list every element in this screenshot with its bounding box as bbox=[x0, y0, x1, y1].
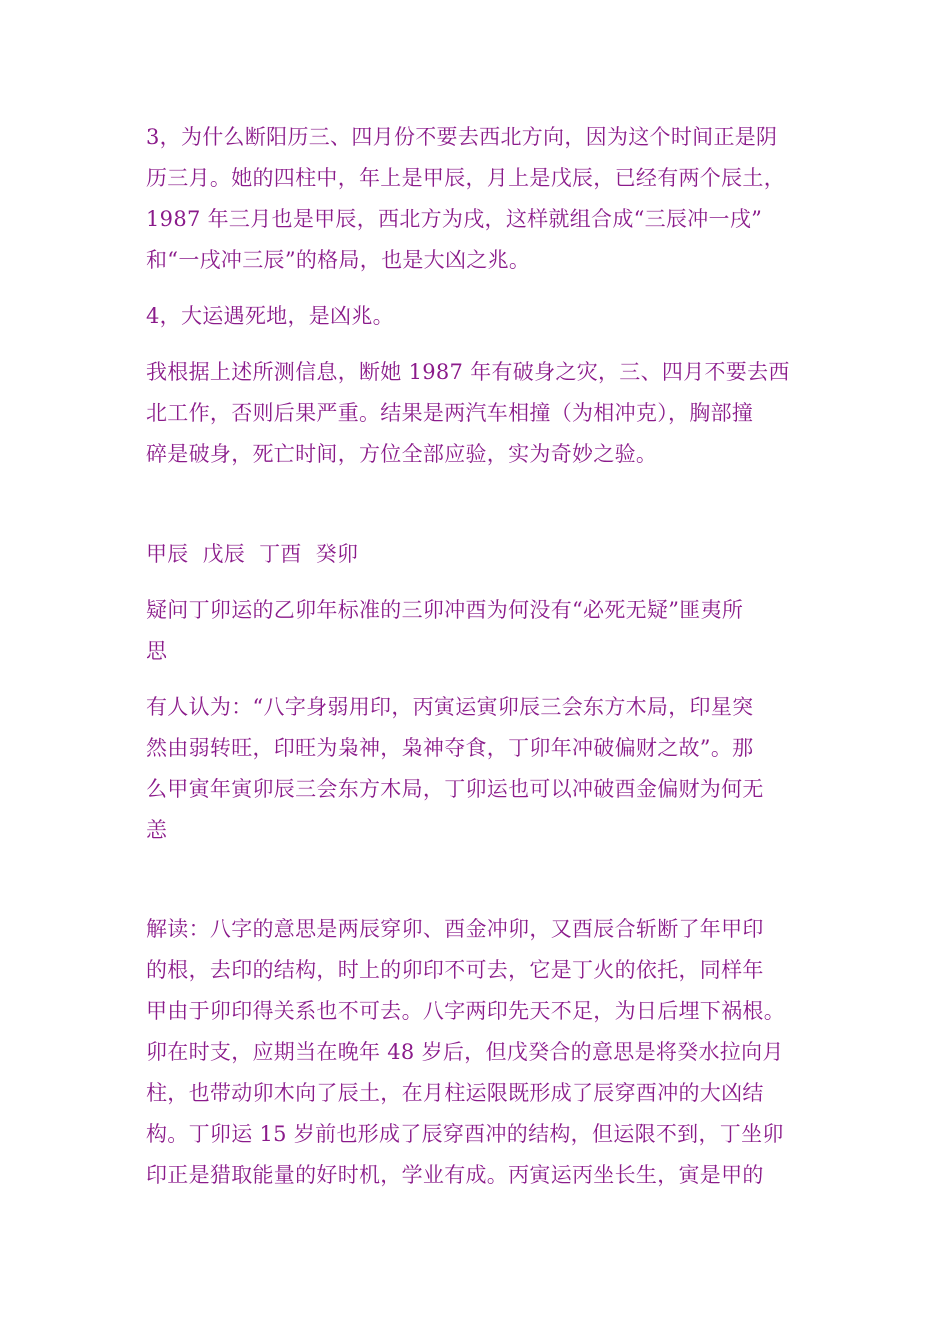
paragraph-1-line-1: 3，为什么断阳历三、四月份不要去西北方向，因为这个时间正是阴 bbox=[146, 125, 778, 149]
bazi-pillars-line: 甲辰 戊辰 丁酉 癸卯 bbox=[146, 542, 359, 566]
interpretation-line-5: 柱，也带动卯木向了辰土，在月柱运限既形成了辰穿酉冲的大凶结 bbox=[146, 1081, 764, 1105]
paragraph-1-line-4: 和“一戌冲三辰”的格局，也是大凶之兆。 bbox=[146, 248, 531, 272]
interpretation-line-3: 甲由于卯印得关系也不可去。八字两印先天不足，为日后埋下祸根。 bbox=[146, 999, 785, 1023]
paragraph-3-line-1: 我根据上述所测信息，断她 1987 年有破身之灾，三、四月不要去西 bbox=[146, 360, 790, 384]
opinion-line-3: 么甲寅年寅卯辰三会东方木局，丁卯运也可以冲破酉金偏财为何无 bbox=[146, 777, 764, 801]
interpretation-line-4: 卯在时支，应期当在晚年 48 岁后，但戊癸合的意思是将癸水拉向月 bbox=[146, 1040, 784, 1064]
opinion-line-2: 然由弱转旺，印旺为枭神，枭神夺食，丁卯年冲破偏财之故”。那 bbox=[146, 736, 754, 760]
interpretation-line-2: 的根，去印的结构，时上的卯印不可去，它是丁火的依托，同样年 bbox=[146, 958, 764, 982]
question-line-1: 疑问丁卯运的乙卯年标准的三卯冲酉为何没有“必死无疑”匪夷所 bbox=[146, 598, 744, 622]
paragraph-1-line-2: 历三月。她的四柱中，年上是甲辰，月上是戊辰，已经有两个辰土， bbox=[146, 166, 785, 190]
paragraph-1-line-3: 1987 年三月也是甲辰，西北方为戌，这样就组合成“三辰冲一戌” bbox=[146, 207, 763, 231]
interpretation-line-7: 印正是猎取能量的好时机，学业有成。丙寅运丙坐长生，寅是甲的 bbox=[146, 1163, 764, 1187]
interpretation-line-6: 构。丁卯运 15 岁前也形成了辰穿酉冲的结构，但运限不到，丁坐卯 bbox=[146, 1122, 784, 1146]
paragraph-3-line-2: 北工作，否则后果严重。结果是两汽车相撞（为相冲克），胸部撞 bbox=[146, 401, 754, 425]
question-line-2: 思 bbox=[146, 639, 168, 663]
opinion-line-1: 有人认为：“八字身弱用印，丙寅运寅卯辰三会东方木局，印星突 bbox=[146, 695, 754, 719]
interpretation-line-1: 解读：八字的意思是两辰穿卯、酉金冲卯，又酉辰合斩断了年甲印 bbox=[146, 917, 764, 941]
opinion-line-4: 恙 bbox=[146, 818, 168, 842]
paragraph-2-line-1: 4，大运遇死地，是凶兆。 bbox=[146, 304, 394, 328]
paragraph-3-line-3: 碎是破身，死亡时间，方位全部应验，实为奇妙之验。 bbox=[146, 442, 658, 466]
